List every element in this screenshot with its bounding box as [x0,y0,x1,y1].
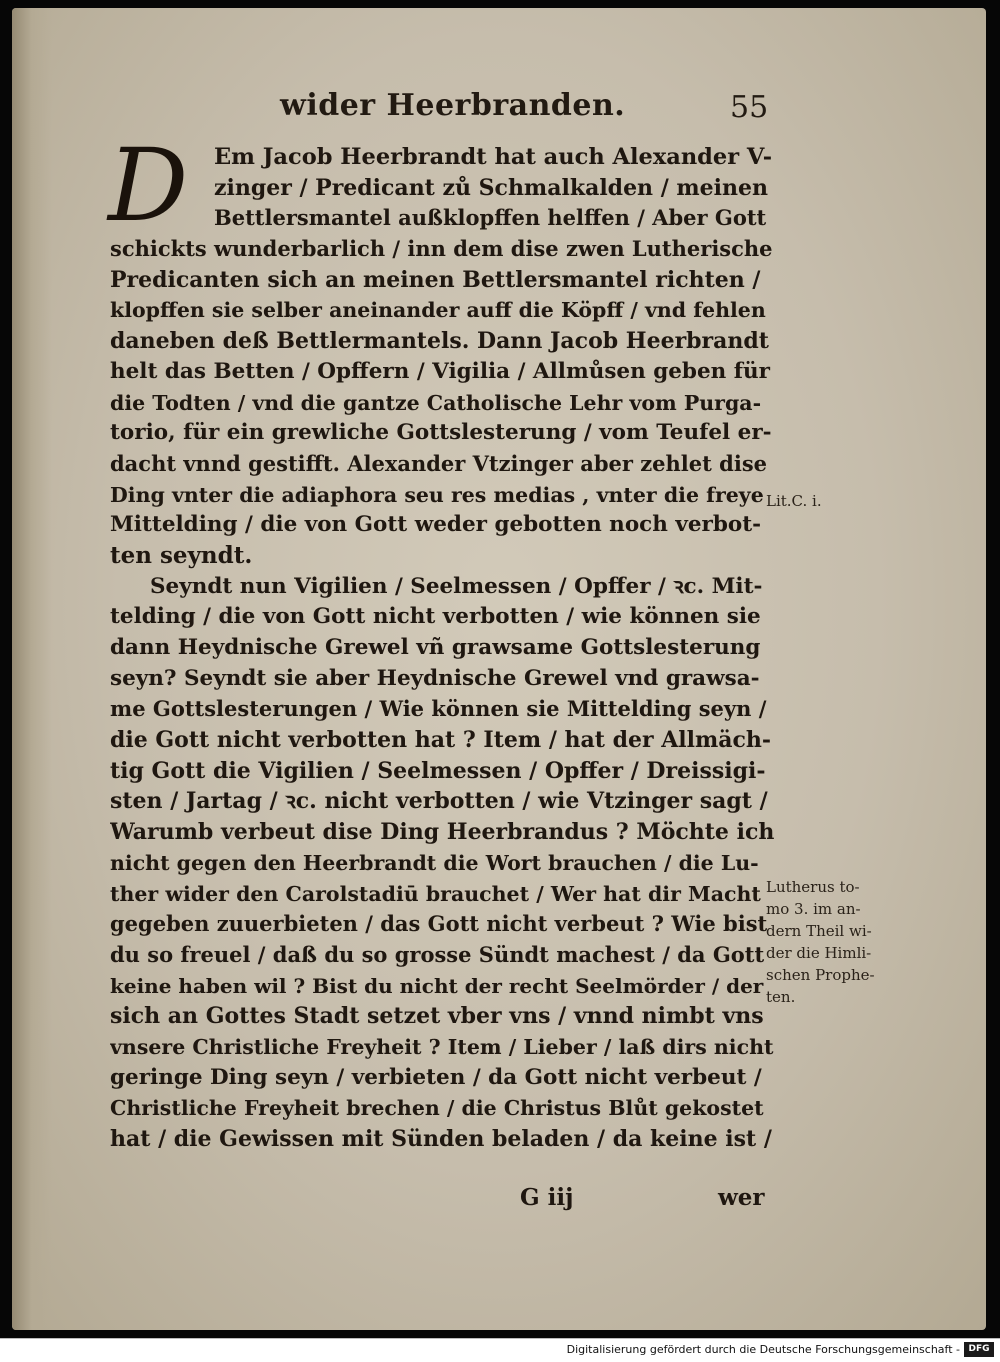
text-line: Seyndt nun Vigilien / Seelmessen / Opffer / ꝛc. Mit- [150,573,763,599]
text-line: ther wider den Carolstadiū brauchet / Wer hat dir Macht [110,881,761,906]
text-line: seyn? Seyndt sie aber Heydnische Grewel vnd grawsa- [110,665,760,691]
text-line: sich an Gottes Stadt setzet vber vns / vnnd nimbt vns [110,1003,764,1030]
funding-credit: Digitalisierung gefördert durch die Deutsche Forschungsgemeinschaft - [566,1343,960,1356]
catchword: wer [718,1184,765,1211]
text-line: ten seyndt. [110,541,253,569]
margin-note-line: schen Prophe- [766,966,875,984]
text-line: du so freuel / daß du so grosse Sündt machest / da Gott [110,941,765,967]
text-line: Christliche Freyheit brechen / die Christus Blůt gekostet [110,1096,764,1121]
text-line: telding / die von Gott nicht verbotten / wie können sie [110,604,761,630]
body-text [108,127,774,1155]
text-line: klopffen sie selber aneinander auff die Köpff / vnd fehlen [110,298,766,323]
text-line: tig Gott die Vigilien / Seelmessen / Opffer / Dreissigi- [110,757,766,784]
margin-note-line: dern Theil wi- [766,922,872,940]
text-line: Bettlersmantel außklopffen helffen / Aber Gott [214,205,767,231]
margin-note-2 [766,876,896,1008]
text-line: vnsere Christliche Freyheit ? Item / Lieber / laß dirs nicht [110,1034,774,1059]
catchline [12,1184,986,1218]
decorated-initial: D [108,127,189,244]
book-page [12,8,986,1330]
signature-mark: G iij [520,1184,574,1211]
margin-note-line: ten. [766,988,796,1006]
text-line: keine haben wil ? Bist du nicht der recht Seelmörder / der [110,973,764,998]
text-line: torio, für ein grewliche Gottslesterung / vom Teufel er- [110,420,772,446]
running-title: wider Heerbranden. [280,88,626,123]
text-line: die Gott nicht verbotten hat ? Item / hat der Allmäch- [110,727,772,754]
margin-note-line: der die Himli- [766,944,872,962]
text-line: me Gottslesterungen / Wie können sie Mittelding seyn / [110,696,767,722]
text-line: daneben deß Bettlermantels. Dann Jacob Heerbrandt [110,328,769,355]
footer-bar [0,1338,1000,1362]
text-line: sten / Jartag / ꝛc. nicht verbotten / wie Vtzinger sagt / [110,788,768,815]
text-line: Predicanten sich an meinen Bettlersmantel richten / [110,266,761,293]
text-line: geringe Ding seyn / verbieten / da Gott nicht verbeut / [110,1064,762,1090]
margin-note-line: mo 3. im an- [766,900,861,918]
text-line: gegeben zuuerbieten / das Gott nicht verbeut ? Wie bist [110,911,768,937]
margin-note-line: Lutherus to- [766,878,860,896]
text-line: helt das Betten / Opffern / Vigilia / Allmůsen geben für [110,358,770,384]
text-line: Ding vnter die adiaphora seu res medias , vnter die freye [110,482,764,507]
text-line: die Todten / vnd die gantze Catholische Lehr vom Purga- [110,390,762,415]
page-gutter-shadow [12,8,52,1330]
text-line: hat / die Gewissen mit Sünden beladen / da keine ist / [110,1126,772,1152]
text-line: Mittelding / die von Gott weder gebotten noch verbot- [110,512,762,538]
margin-note-text: Lit.C. i. [766,492,822,510]
text-line: schickts wunderbarlich / inn dem dise zwen Lutherische [110,236,773,262]
text-line: zinger / Predicant zů Schmalkalden / meinen [214,174,769,201]
margin-note-1 [766,490,896,512]
text-line: Em Jacob Heerbrandt hat auch Alexander V- [214,144,773,170]
text-line: nicht gegen den Heerbrandt die Wort brauchen / die Lu- [110,850,759,875]
text-line: Warumb verbeut dise Ding Heerbrandus ? Möchte ich [110,819,774,846]
page-number: 55 [730,90,769,125]
dfg-logo: DFG [964,1342,994,1357]
text-line: dann Heydnische Grewel vñ grawsame Gottslesterung [110,635,761,660]
text-line: dacht vnnd gestifft. Alexander Vtzinger aber zehlet dise [110,450,767,476]
